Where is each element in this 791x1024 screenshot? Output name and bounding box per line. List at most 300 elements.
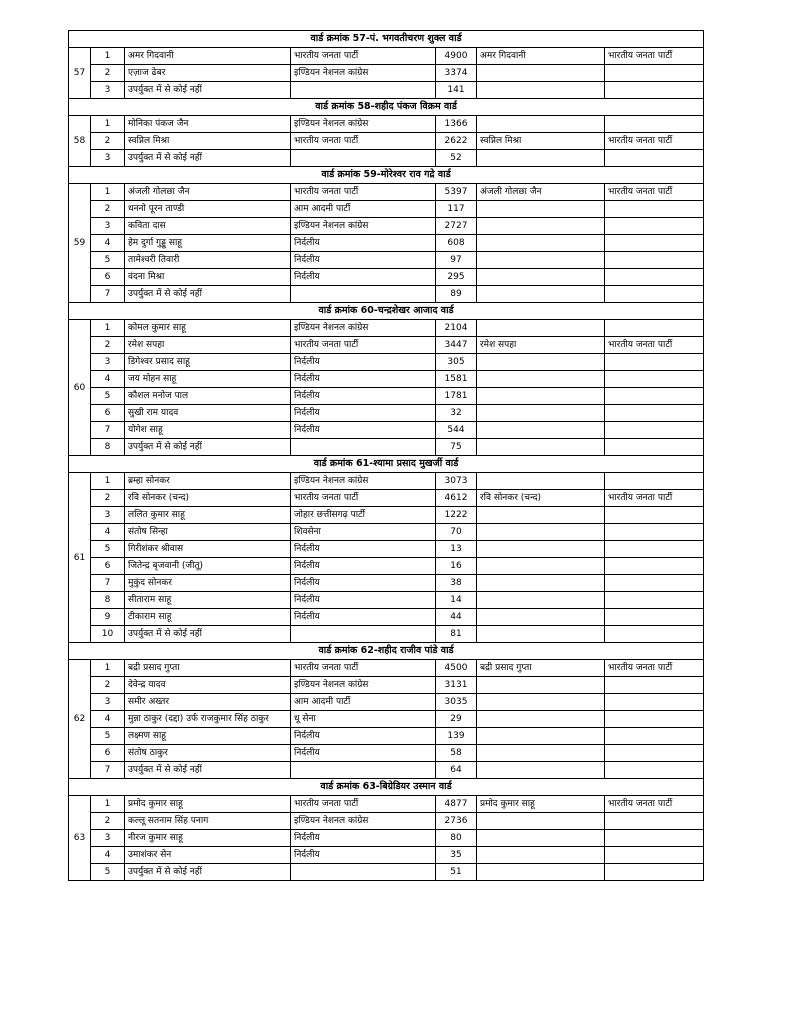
candidate-name: गिरीशंकर श्रीवास: [125, 541, 291, 558]
winner-party: [605, 728, 704, 745]
serial-number: 2: [91, 813, 125, 830]
winner-party: [605, 762, 704, 779]
vote-count: 5397: [436, 184, 477, 201]
candidate-name: उपर्युक्त में से कोई नहीं: [125, 864, 291, 881]
candidate-row: [69, 813, 704, 830]
candidate-name: ब्रम्हा सोनकर: [125, 473, 291, 490]
candidate-row: [69, 490, 704, 507]
winner-name: [477, 422, 605, 439]
candidate-name: रमेश सपहा: [125, 337, 291, 354]
winner-party: [605, 813, 704, 830]
vote-count: 38: [436, 575, 477, 592]
serial-number: 6: [91, 405, 125, 422]
winner-name: [477, 694, 605, 711]
winner-name: [477, 575, 605, 592]
winner-name: [477, 286, 605, 303]
vote-count: 141: [436, 82, 477, 99]
candidate-name: स्वप्निल मिश्रा: [125, 133, 291, 150]
winner-name: [477, 541, 605, 558]
candidate-party: निर्दलीय: [291, 558, 436, 575]
candidate-name: नीरज कुमार साहू: [125, 830, 291, 847]
candidate-name: अमर गिदवानी: [125, 48, 291, 65]
candidate-row: [69, 82, 704, 99]
winner-party: [605, 235, 704, 252]
ward-title: वार्ड क्रमांक 59-मोरेश्वर राव गद्रे वार्ड: [69, 167, 704, 184]
winner-party: [605, 575, 704, 592]
candidate-row: [69, 116, 704, 133]
candidate-row: [69, 711, 704, 728]
candidate-row: [69, 252, 704, 269]
winner-party: [605, 558, 704, 575]
winner-name: [477, 320, 605, 337]
vote-count: 89: [436, 286, 477, 303]
winner-name: [477, 150, 605, 167]
candidate-name: डिगेश्वर प्रसाद साहू: [125, 354, 291, 371]
candidate-party: निर्दलीय: [291, 422, 436, 439]
winner-name: [477, 405, 605, 422]
vote-count: 2736: [436, 813, 477, 830]
candidate-name: वंदना मिश्रा: [125, 269, 291, 286]
winner-name: [477, 830, 605, 847]
candidate-party: इण्डियन नेशनल कांग्रेस: [291, 218, 436, 235]
winner-name: प्रमोद कुमार साहू: [477, 796, 605, 813]
winner-name: अमर गिदवानी: [477, 48, 605, 65]
winner-party: [605, 439, 704, 456]
candidate-name: उपर्युक्त में से कोई नहीं: [125, 439, 291, 456]
vote-count: 14: [436, 592, 477, 609]
vote-count: 4500: [436, 660, 477, 677]
candidate-row: [69, 201, 704, 218]
candidate-row: [69, 558, 704, 575]
vote-count: 1366: [436, 116, 477, 133]
candidate-name: उपर्युक्त में से कोई नहीं: [125, 762, 291, 779]
serial-number: 9: [91, 609, 125, 626]
candidate-party: निर्दलीय: [291, 728, 436, 745]
winner-name: [477, 524, 605, 541]
candidate-party: भारतीय जनता पार्टी: [291, 660, 436, 677]
vote-count: 3447: [436, 337, 477, 354]
candidate-name: लक्ष्मण साहू: [125, 728, 291, 745]
candidate-row: [69, 320, 704, 337]
vote-count: 70: [436, 524, 477, 541]
vote-count: 4612: [436, 490, 477, 507]
vote-count: 13: [436, 541, 477, 558]
candidate-row: [69, 405, 704, 422]
candidate-party: निर्दलीय: [291, 388, 436, 405]
serial-number: 3: [91, 507, 125, 524]
winner-name: [477, 558, 605, 575]
candidate-name: उपर्युक्त में से कोई नहीं: [125, 626, 291, 643]
serial-number: 4: [91, 847, 125, 864]
vote-count: 3131: [436, 677, 477, 694]
vote-count: 1581: [436, 371, 477, 388]
candidate-party: निर्दलीय: [291, 609, 436, 626]
candidate-party: भारतीय जनता पार्टी: [291, 337, 436, 354]
candidate-row: [69, 439, 704, 456]
vote-count: 52: [436, 150, 477, 167]
winner-party: [605, 626, 704, 643]
winner-name: [477, 269, 605, 286]
candidate-party: निर्दलीय: [291, 269, 436, 286]
candidate-party: भारतीय जनता पार्टी: [291, 490, 436, 507]
candidate-party: निर्दलीय: [291, 405, 436, 422]
candidate-party: इण्डियन नेशनल कांग्रेस: [291, 677, 436, 694]
winner-name: [477, 677, 605, 694]
candidate-party: [291, 762, 436, 779]
winner-party: [605, 201, 704, 218]
winner-name: [477, 745, 605, 762]
serial-number: 3: [91, 830, 125, 847]
candidate-row: [69, 728, 704, 745]
winner-name: [477, 609, 605, 626]
serial-number: 1: [91, 796, 125, 813]
winner-name: [477, 762, 605, 779]
ward-number: 59: [69, 184, 91, 303]
candidate-party: भारतीय जनता पार्टी: [291, 184, 436, 201]
vote-count: 80: [436, 830, 477, 847]
candidate-party: [291, 150, 436, 167]
ward-number: 62: [69, 660, 91, 779]
ward-results-table: [68, 30, 704, 881]
serial-number: 2: [91, 337, 125, 354]
winner-name: रवि सोनकर (चन्द): [477, 490, 605, 507]
candidate-party: भारतीय जनता पार्टी: [291, 48, 436, 65]
ward-header-row: [69, 167, 704, 184]
serial-number: 3: [91, 694, 125, 711]
winner-party: [605, 82, 704, 99]
winner-name: [477, 847, 605, 864]
winner-party: भारतीय जनता पार्टी: [605, 490, 704, 507]
ward-title: वार्ड क्रमांक 60-चन्द्रशेखर आजाद वार्ड: [69, 303, 704, 320]
winner-party: [605, 524, 704, 541]
winner-name: [477, 626, 605, 643]
serial-number: 1: [91, 116, 125, 133]
results-sheet: [68, 30, 704, 881]
serial-number: 3: [91, 354, 125, 371]
serial-number: 6: [91, 558, 125, 575]
candidate-row: [69, 864, 704, 881]
winner-party: [605, 320, 704, 337]
candidate-name: धननो पूरन ताण्डी: [125, 201, 291, 218]
vote-count: 58: [436, 745, 477, 762]
serial-number: 4: [91, 371, 125, 388]
candidate-row: [69, 541, 704, 558]
serial-number: 8: [91, 592, 125, 609]
serial-number: 8: [91, 439, 125, 456]
ward-header-row: [69, 456, 704, 473]
candidate-party: आम आदमी पार्टी: [291, 694, 436, 711]
candidate-name: संतोष सिन्हा: [125, 524, 291, 541]
winner-name: अंजली गोलछा जैन: [477, 184, 605, 201]
vote-count: 64: [436, 762, 477, 779]
candidate-row: [69, 286, 704, 303]
winner-party: [605, 116, 704, 133]
candidate-row: [69, 150, 704, 167]
candidate-name: हेम दुर्गा गुड्डू साहू: [125, 235, 291, 252]
candidate-name: उपर्युक्त में से कोई नहीं: [125, 150, 291, 167]
candidate-row: [69, 524, 704, 541]
winner-party: [605, 711, 704, 728]
ward-title: वार्ड क्रमांक 61-श्यामा प्रसाद मुखर्जी वार्ड: [69, 456, 704, 473]
ward-number: 63: [69, 796, 91, 881]
candidate-party: इण्डियन नेशनल कांग्रेस: [291, 813, 436, 830]
candidate-row: [69, 422, 704, 439]
candidate-row: [69, 473, 704, 490]
candidate-party: [291, 864, 436, 881]
winner-name: [477, 235, 605, 252]
vote-count: 2622: [436, 133, 477, 150]
vote-count: 16: [436, 558, 477, 575]
candidate-name: रवि सोनकर (चन्द): [125, 490, 291, 507]
winner-party: [605, 830, 704, 847]
winner-name: [477, 388, 605, 405]
winner-name: [477, 507, 605, 524]
winner-name: स्वप्निल मिश्रा: [477, 133, 605, 150]
serial-number: 7: [91, 286, 125, 303]
candidate-name: ललित कुमार साहू: [125, 507, 291, 524]
serial-number: 4: [91, 711, 125, 728]
candidate-party: निर्दलीय: [291, 592, 436, 609]
candidate-party: [291, 439, 436, 456]
vote-count: 1222: [436, 507, 477, 524]
candidate-row: [69, 575, 704, 592]
ward-title: वार्ड क्रमांक 63-बिग्रेडियर उस्मान वार्ड: [69, 779, 704, 796]
winner-party: [605, 354, 704, 371]
vote-count: 544: [436, 422, 477, 439]
ward-title: वार्ड क्रमांक 62-शहीद राजीव पांडे वार्ड: [69, 643, 704, 660]
serial-number: 7: [91, 422, 125, 439]
vote-count: 3073: [436, 473, 477, 490]
candidate-name: टीकाराम साहू: [125, 609, 291, 626]
candidate-name: मोनिका पंकज जैन: [125, 116, 291, 133]
winner-party: [605, 847, 704, 864]
winner-name: [477, 439, 605, 456]
candidate-party: निर्दलीय: [291, 575, 436, 592]
candidate-party: जोहार छत्तीसगढ़ पार्टी: [291, 507, 436, 524]
winner-name: [477, 252, 605, 269]
candidate-party: निर्दलीय: [291, 354, 436, 371]
winner-party: [605, 677, 704, 694]
winner-party: [605, 473, 704, 490]
winner-party: [605, 694, 704, 711]
candidate-row: [69, 677, 704, 694]
winner-name: [477, 813, 605, 830]
serial-number: 7: [91, 575, 125, 592]
ward-header-row: [69, 643, 704, 660]
candidate-party: भारतीय जनता पार्टी: [291, 796, 436, 813]
serial-number: 2: [91, 490, 125, 507]
winner-name: बद्री प्रसाद गुप्ता: [477, 660, 605, 677]
candidate-name: जितेन्द्र बृजवानी (जीतू): [125, 558, 291, 575]
serial-number: 7: [91, 762, 125, 779]
candidate-name: संतोष ठाकुर: [125, 745, 291, 762]
winner-party: [605, 609, 704, 626]
winner-party: भारतीय जनता पार्टी: [605, 660, 704, 677]
serial-number: 3: [91, 218, 125, 235]
ward-number: 58: [69, 116, 91, 167]
winner-party: भारतीय जनता पार्टी: [605, 48, 704, 65]
candidate-name: समीर अख्तर: [125, 694, 291, 711]
candidate-party: भारतीय जनता पार्टी: [291, 133, 436, 150]
candidate-party: निर्दलीय: [291, 235, 436, 252]
candidate-row: [69, 184, 704, 201]
candidate-name: सीताराम साहू: [125, 592, 291, 609]
winner-name: [477, 354, 605, 371]
candidate-row: [69, 660, 704, 677]
vote-count: 3035: [436, 694, 477, 711]
serial-number: 2: [91, 133, 125, 150]
serial-number: 10: [91, 626, 125, 643]
candidate-party: निर्दलीय: [291, 847, 436, 864]
vote-count: 51: [436, 864, 477, 881]
serial-number: 2: [91, 677, 125, 694]
winner-name: [477, 65, 605, 82]
serial-number: 5: [91, 728, 125, 745]
winner-party: [605, 422, 704, 439]
candidate-name: योगेश साहू: [125, 422, 291, 439]
candidate-row: [69, 830, 704, 847]
winner-name: [477, 82, 605, 99]
vote-count: 305: [436, 354, 477, 371]
serial-number: 3: [91, 150, 125, 167]
winner-party: भारतीय जनता पार्टी: [605, 184, 704, 201]
vote-count: 81: [436, 626, 477, 643]
serial-number: 5: [91, 252, 125, 269]
winner-name: [477, 201, 605, 218]
candidate-row: [69, 48, 704, 65]
serial-number: 2: [91, 65, 125, 82]
candidate-name: उपर्युक्त में से कोई नहीं: [125, 286, 291, 303]
ward-number: 60: [69, 320, 91, 456]
winner-party: भारतीय जनता पार्टी: [605, 796, 704, 813]
candidate-name: कोमल कुमार साहू: [125, 320, 291, 337]
winner-party: [605, 65, 704, 82]
candidate-name: उपर्युक्त में से कोई नहीं: [125, 82, 291, 99]
candidate-name: बद्री प्रसाद गुप्ता: [125, 660, 291, 677]
vote-count: 4877: [436, 796, 477, 813]
winner-party: भारतीय जनता पार्टी: [605, 133, 704, 150]
serial-number: 5: [91, 388, 125, 405]
winner-party: [605, 252, 704, 269]
candidate-party: [291, 82, 436, 99]
vote-count: 75: [436, 439, 477, 456]
serial-number: 4: [91, 524, 125, 541]
vote-count: 2104: [436, 320, 477, 337]
candidate-party: इण्डियन नेशनल कांग्रेस: [291, 473, 436, 490]
candidate-name: कौशल मनोज पाल: [125, 388, 291, 405]
vote-count: 3374: [436, 65, 477, 82]
serial-number: 2: [91, 201, 125, 218]
candidate-name: जय मोहन साहू: [125, 371, 291, 388]
candidate-party: [291, 286, 436, 303]
candidate-party: इण्डियन नेशनल कांग्रेस: [291, 320, 436, 337]
candidate-party: निर्दलीय: [291, 371, 436, 388]
candidate-party: आम आदमी पार्टी: [291, 201, 436, 218]
winner-name: [477, 473, 605, 490]
winner-party: [605, 371, 704, 388]
candidate-party: निर्दलीय: [291, 252, 436, 269]
candidate-row: [69, 847, 704, 864]
candidate-name: सुखी राम यादव: [125, 405, 291, 422]
candidate-row: [69, 371, 704, 388]
ward-number: 61: [69, 473, 91, 643]
winner-name: [477, 864, 605, 881]
candidate-name: कविता दास: [125, 218, 291, 235]
candidate-party: धू सेना: [291, 711, 436, 728]
vote-count: 1781: [436, 388, 477, 405]
serial-number: 5: [91, 864, 125, 881]
candidate-row: [69, 218, 704, 235]
candidate-row: [69, 745, 704, 762]
ward-title: वार्ड क्रमांक 58-शहीद पंकज विक्रम वार्ड: [69, 99, 704, 116]
vote-count: 2727: [436, 218, 477, 235]
winner-party: [605, 218, 704, 235]
candidate-name: कल्लू सतनाम सिंह पनाग: [125, 813, 291, 830]
ward-header-row: [69, 99, 704, 116]
candidate-row: [69, 762, 704, 779]
serial-number: 1: [91, 473, 125, 490]
vote-count: 4900: [436, 48, 477, 65]
winner-party: [605, 541, 704, 558]
candidate-name: प्रमोद कुमार साहू: [125, 796, 291, 813]
serial-number: 3: [91, 82, 125, 99]
winner-name: [477, 371, 605, 388]
candidate-party: [291, 626, 436, 643]
vote-count: 139: [436, 728, 477, 745]
serial-number: 4: [91, 235, 125, 252]
candidate-row: [69, 507, 704, 524]
serial-number: 6: [91, 745, 125, 762]
candidate-name: तामेश्वरी तिवारी: [125, 252, 291, 269]
winner-party: [605, 269, 704, 286]
winner-name: रमेश सपहा: [477, 337, 605, 354]
ward-header-row: [69, 779, 704, 796]
winner-party: [605, 405, 704, 422]
candidate-name: देवेन्द्र यादव: [125, 677, 291, 694]
serial-number: 1: [91, 660, 125, 677]
vote-count: 29: [436, 711, 477, 728]
winner-name: [477, 218, 605, 235]
candidate-party: इण्डियन नेशनल कांग्रेस: [291, 65, 436, 82]
winner-party: [605, 150, 704, 167]
candidate-name: उमाशंकर सेन: [125, 847, 291, 864]
candidate-row: [69, 269, 704, 286]
winner-name: [477, 711, 605, 728]
candidate-name: मुकुंद सोनकर: [125, 575, 291, 592]
candidate-party: शिवसेना: [291, 524, 436, 541]
serial-number: 1: [91, 184, 125, 201]
vote-count: 608: [436, 235, 477, 252]
candidate-party: इण्डियन नेशनल कांग्रेस: [291, 116, 436, 133]
winner-party: भारतीय जनता पार्टी: [605, 337, 704, 354]
winner-party: [605, 592, 704, 609]
candidate-row: [69, 133, 704, 150]
candidate-row: [69, 626, 704, 643]
candidate-row: [69, 65, 704, 82]
vote-count: 97: [436, 252, 477, 269]
candidate-row: [69, 592, 704, 609]
winner-party: [605, 864, 704, 881]
candidate-row: [69, 609, 704, 626]
candidate-row: [69, 796, 704, 813]
candidate-row: [69, 694, 704, 711]
ward-title: वार्ड क्रमांक 57-पं. भगवतीचरण शुक्ल वार्ड: [69, 31, 704, 48]
candidate-name: एज़ाज ढेबर: [125, 65, 291, 82]
candidate-row: [69, 388, 704, 405]
candidate-row: [69, 337, 704, 354]
candidate-row: [69, 354, 704, 371]
winner-party: [605, 286, 704, 303]
